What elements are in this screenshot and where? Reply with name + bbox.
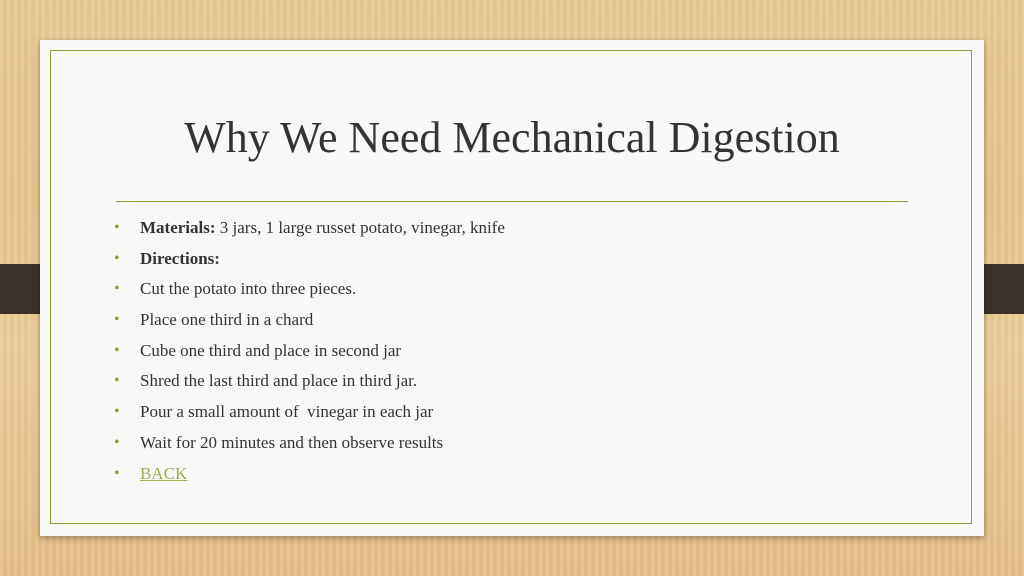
slide-card (40, 40, 984, 536)
list-item-back (114, 459, 505, 490)
list-item-text: Wait for 20 minutes and then observe results (140, 432, 444, 452)
list-item (114, 397, 505, 428)
list-item (114, 428, 505, 459)
list-item-text: Cube one third and place in second jar (140, 340, 402, 360)
bullet-icon: • (114, 219, 120, 236)
list-item-text: Cut the potato into three pieces. (140, 279, 357, 299)
bullet-icon: • (114, 280, 120, 298)
bullet-icon: • (114, 372, 120, 390)
bullet-icon: • (114, 311, 120, 329)
directions-label: Directions: (140, 248, 220, 268)
materials-text: 3 jars, 1 large russet potato, vinegar, knife (215, 218, 505, 237)
list-item-text: Pour a small amount of vinegar in each jar (140, 402, 434, 422)
list-item-directions (114, 244, 505, 275)
list-item-materials (114, 213, 505, 244)
list-item-text: Shred the last third and place in third jar. (140, 371, 418, 391)
back-link[interactable]: BACK (140, 463, 188, 483)
bullet-icon: • (114, 464, 120, 482)
list-item-text: Place one third in a chard (140, 310, 314, 330)
list-item (114, 366, 505, 397)
bullet-icon: • (114, 341, 120, 359)
materials-label: Materials: (140, 218, 216, 237)
title-divider (116, 201, 908, 202)
bullet-icon: • (114, 403, 120, 421)
bullet-icon: • (114, 249, 120, 267)
bullet-icon: • (114, 433, 120, 451)
list-item (114, 305, 505, 336)
slide-title: Why We Need Mechanical Digestion (184, 113, 840, 162)
list-item (114, 336, 505, 367)
list-item (114, 274, 505, 305)
bullet-list (114, 213, 505, 489)
